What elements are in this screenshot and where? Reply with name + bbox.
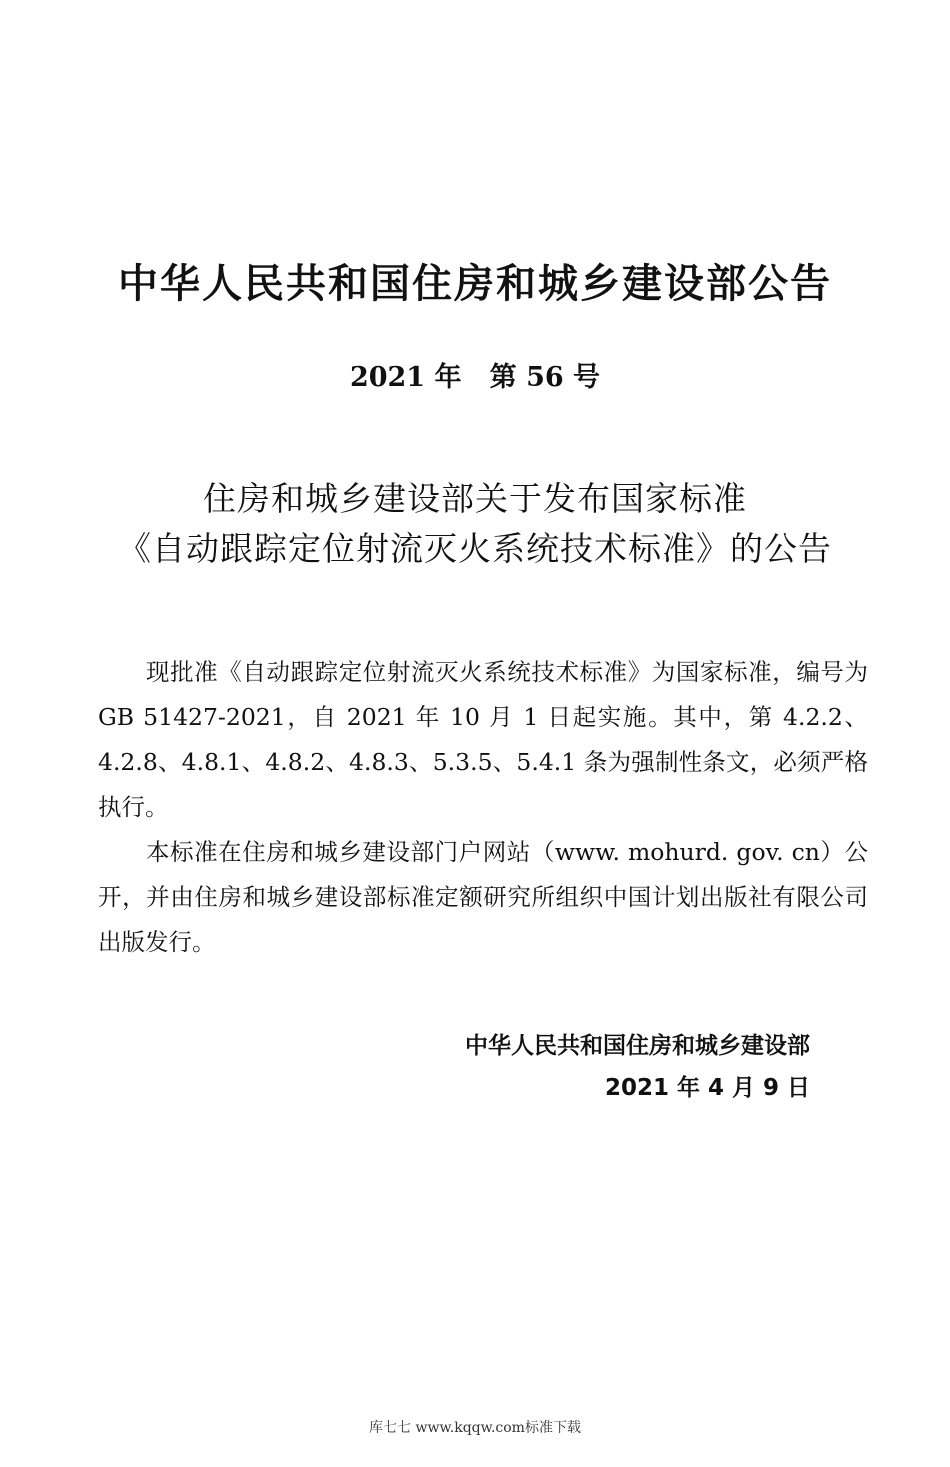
footer-watermark: 库七七 www.kqqw.com标准下载 [369,1420,581,1436]
issue-date: 2021 年 4 月 9 日 [604,1075,810,1101]
subject-line-2: 《自动跟踪定位射流灭火系统技术标准》的公告 [118,529,832,568]
issue-number: 2021 年 第 56 号 [349,362,601,393]
issuer-name: 中华人民共和国住房和城乡建设部 [465,1033,810,1059]
announcement-title: 中华人民共和国住房和城乡建设部公告 [118,261,832,307]
announcement-body [98,650,868,965]
subject-line-1: 住房和城乡建设部关于发布国家标准 [203,479,747,518]
body-paragraph-2: 本标准在住房和城乡建设部门户网站（www. mohurd. gov. cn）公开，并由住房和城乡建设部标准定额研究所组织中国计划出版社有限公司出版发行。 [98,838,868,956]
announcement-subject [0,474,950,574]
signature-block [465,1025,810,1109]
body-paragraph-1: 现批准《自动跟踪定位射流灭火系统技术标准》为国家标准，编号为 GB 51427-2021，自 2021 年 10 月 1 日起实施。其中，第 4.2.2、4.2.8、4.8.1、4.8.2、4.8.3、5.3.5、5.4.1 条为强制性条文，必须严格执行。 [98,658,868,821]
